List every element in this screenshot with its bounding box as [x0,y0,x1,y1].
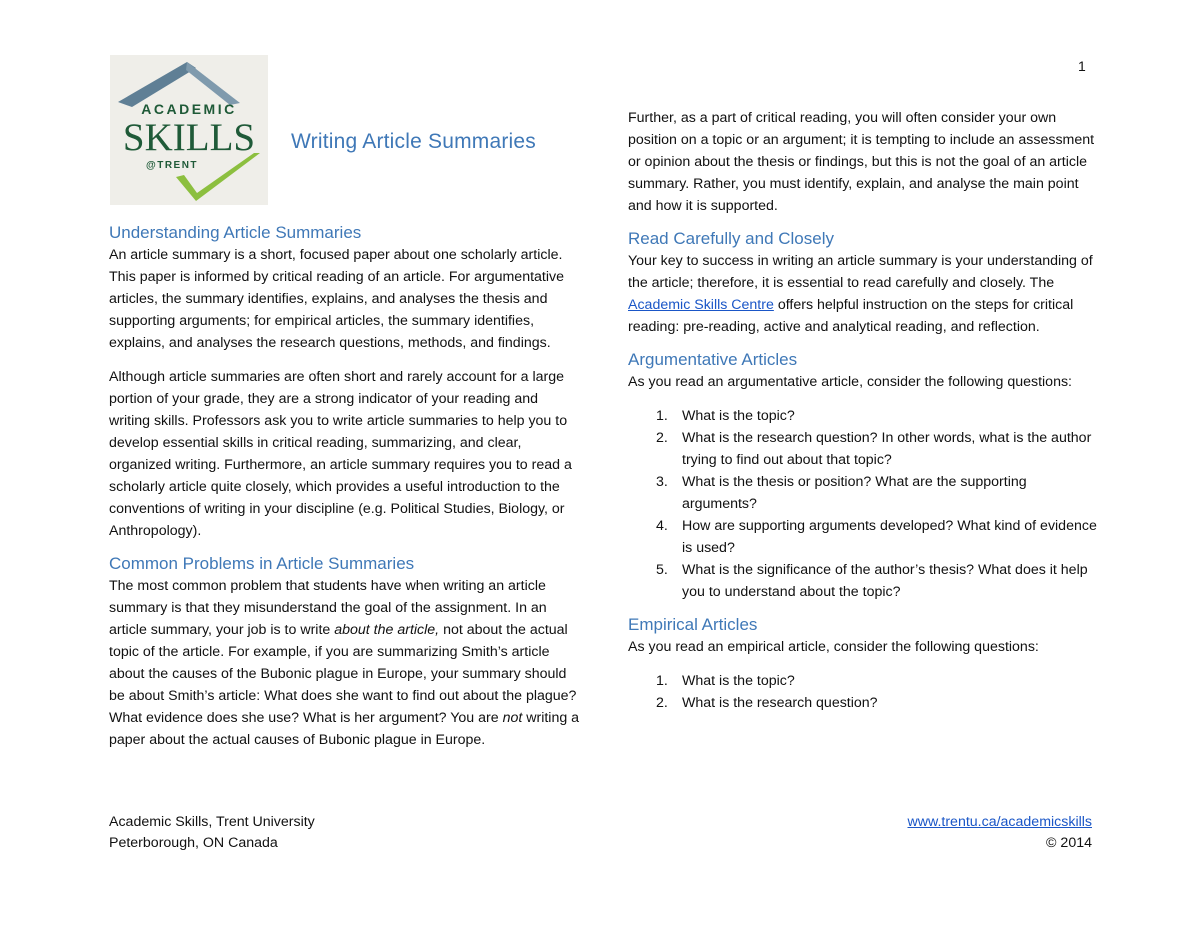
list-number: 5. [656,562,668,578]
list-number: 1. [656,408,668,424]
website-link[interactable]: www.trentu.ca/academicskills [907,814,1092,830]
list-item-text: What is the significance of the author’s thesis? What does it help you to understand about the topic? [682,562,1088,600]
text-run: offers helpful instruction on the steps for critical reading: pre-reading, active and analytical reading, and reflection. [628,297,1074,335]
list-number: 2. [656,430,668,446]
list-number: 1. [656,673,668,689]
heading-common-problems: Common Problems in Article Summaries [109,554,415,573]
list-item [628,692,1098,714]
list-item [628,515,1098,559]
list-item-text: What is the topic? [682,408,795,424]
list-item [628,427,1098,471]
emphasis-text: about the article, [334,622,440,638]
list-item [628,405,1098,427]
paragraph-argumentative: As you read an argumentative article, consider the following questions: [628,374,1073,390]
list-item [628,670,1098,692]
list-number: 2. [656,695,668,711]
document-title: Writing Article Summaries [291,130,537,153]
left-column [109,222,581,751]
paragraph-read-carefully [628,250,1098,338]
list-number: 4. [656,518,668,534]
paragraph-importance: Although article summaries are often short and rarely account for a large portion of your grade, they are a strong indicator of your reading and writing skills. Professors ask you to write article summaries to help you to develop essential skills in critical reading, summarizing, and clear, organized writing. Furthermore, an article summary requires you to read a scholarly article quite closely, which provides a useful introduction to the conventions of writing in your discipline (e.g. Political Studies, Biology, or Anthropology). [109,369,572,539]
paragraph-common-problems [109,575,581,751]
list-item-text: What is the research question? In other words, what is the author trying to find out about that topic? [682,430,1092,468]
logo-line-1: ACADEMIC [141,101,237,117]
list-item-text: How are supporting arguments developed? What kind of evidence is used? [682,518,1097,556]
heading-understanding: Understanding Article Summaries [109,223,362,242]
list-item-text: What is the thesis or position? What are the supporting arguments? [682,474,1027,512]
heading-argumentative: Argumentative Articles [628,350,798,369]
footer-location: Peterborough, ON Canada [109,835,278,851]
emphasis-text: not [502,710,523,726]
paragraph-definition: An article summary is a short, focused paper about one scholarly article. This paper is informed by critical reading of an article. For argumentative articles, the summary identifies, explains, and analyses the thesis and supporting arguments; for empirical articles, the summary identifies, explains, and analyses the research questions, methods, and findings. [109,247,564,351]
right-column [628,107,1098,714]
academic-skills-logo [110,55,268,205]
empirical-questions-list [628,670,1098,714]
list-item [628,559,1098,603]
footer-institution: Academic Skills, Trent University [109,814,315,830]
text-run: The most common problem that students have when writing an article summary is that they misunderstand the goal of the assignment. In an article summary, your job is to write [109,578,547,638]
logo-line-2: SKILLS [122,116,256,159]
text-run: writing a paper about the actual causes of Bubonic plague in Europe. [109,710,580,748]
list-item-text: What is the topic? [682,673,795,689]
heading-empirical: Empirical Articles [628,615,758,634]
footer-links [908,812,1093,854]
page-number: 1 [1078,58,1086,74]
list-item [628,471,1098,515]
argumentative-questions-list [628,405,1098,603]
academic-skills-centre-link[interactable]: Academic Skills Centre [628,297,774,313]
heading-read-carefully: Read Carefully and Closely [628,229,834,248]
copyright-notice: © 2014 [1046,835,1092,851]
list-item-text: What is the research question? [682,695,878,711]
list-number: 3. [656,474,668,490]
footer-address [109,812,315,854]
paragraph-critical-reading: Further, as a part of critical reading, you will often consider your own position on a topic or an argument; it is tempting to include an assessment or opinion about the thesis or findings, but this is not the goal of an article summary. Rather, you must identify, explain, and analyse the main point and how it is supported. [628,110,1095,214]
paragraph-empirical: As you read an empirical article, consider the following questions: [628,639,1039,655]
text-run: not about the actual topic of the article. For example, if you are summarizing Smith’s article about the causes of the Bubonic plague in Europe, your summary should be about Smith’s article: What does she want to find out about the plague? What evidence does she use? What is her argument? You are [109,622,577,726]
logo-line-3: @TRENT [145,160,199,171]
text-run: Your key to success in writing an article summary is your understanding of the article; therefore, it is essential to read carefully and closely. The [628,253,1093,291]
